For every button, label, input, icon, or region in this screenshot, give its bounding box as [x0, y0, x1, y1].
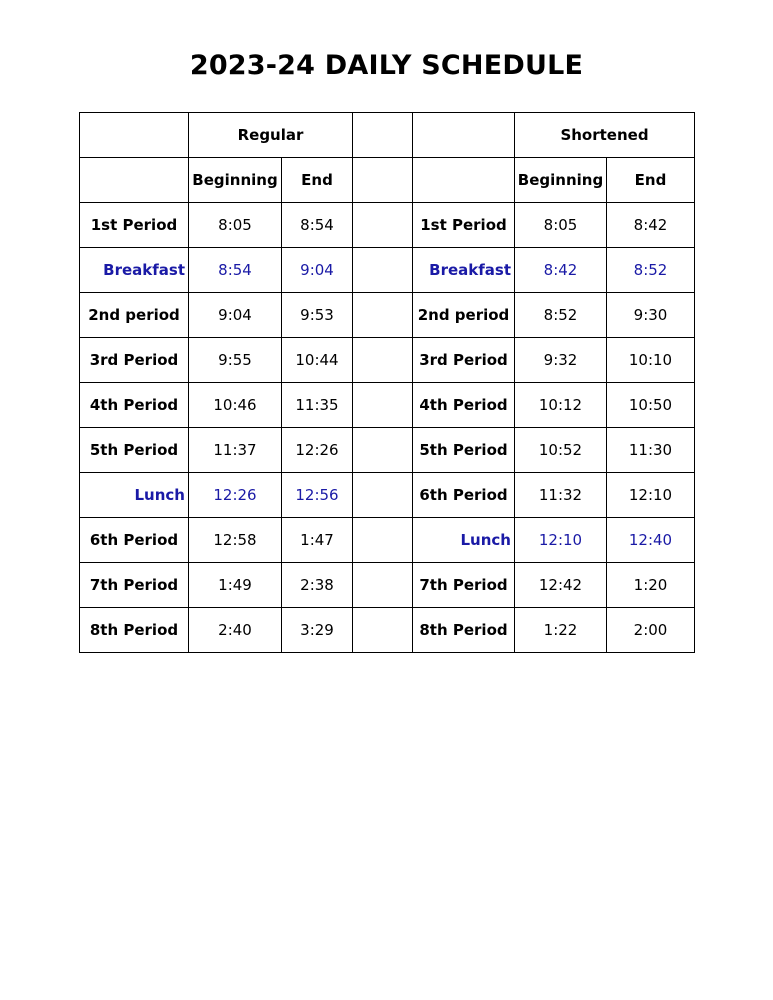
regular-end-time: 10:44 — [282, 338, 353, 383]
regular-end-time: 12:26 — [282, 428, 353, 473]
shortened-end-time: 12:10 — [607, 473, 695, 518]
shortened-period-name: 7th Period — [413, 563, 515, 608]
regular-beginning-time: 9:55 — [189, 338, 282, 383]
shortened-period-name: 8th Period — [413, 608, 515, 653]
table-row — [80, 563, 695, 608]
shortened-beginning-time: 12:10 — [515, 518, 607, 563]
spacer-cell — [353, 473, 413, 518]
regular-period-name: 6th Period — [80, 518, 189, 563]
regular-end-time: 12:56 — [282, 473, 353, 518]
regular-period-name: 4th Period — [80, 383, 189, 428]
regular-period-name: 2nd period — [80, 293, 189, 338]
table-row — [80, 338, 695, 383]
shortened-end-time: 9:30 — [607, 293, 695, 338]
shortened-beginning-time: 11:32 — [515, 473, 607, 518]
spacer-cell — [353, 158, 413, 203]
empty-cell — [413, 158, 515, 203]
shortened-end-time: 1:20 — [607, 563, 695, 608]
table-row — [80, 203, 695, 248]
shortened-end-time: 10:50 — [607, 383, 695, 428]
regular-header: Regular — [189, 113, 353, 158]
regular-end-time: 2:38 — [282, 563, 353, 608]
shortened-end-header: End — [607, 158, 695, 203]
shortened-end-time: 8:42 — [607, 203, 695, 248]
empty-cell — [80, 113, 189, 158]
regular-end-time: 11:35 — [282, 383, 353, 428]
header-row-columns — [80, 158, 695, 203]
spacer-cell — [353, 293, 413, 338]
spacer-cell — [353, 428, 413, 473]
spacer-cell — [353, 248, 413, 293]
shortened-period-name: 5th Period — [413, 428, 515, 473]
regular-beginning-time: 8:05 — [189, 203, 282, 248]
shortened-beginning-time: 8:52 — [515, 293, 607, 338]
schedule-body — [80, 113, 695, 653]
regular-end-time: 8:54 — [282, 203, 353, 248]
shortened-period-name: Lunch — [413, 518, 515, 563]
regular-beginning-time: 1:49 — [189, 563, 282, 608]
shortened-beginning-time: 10:12 — [515, 383, 607, 428]
shortened-beginning-time: 10:52 — [515, 428, 607, 473]
regular-end-time: 9:53 — [282, 293, 353, 338]
empty-cell — [80, 158, 189, 203]
regular-beginning-time: 10:46 — [189, 383, 282, 428]
header-row-group — [80, 113, 695, 158]
regular-beginning-time: 2:40 — [189, 608, 282, 653]
spacer-cell — [353, 113, 413, 158]
table-row — [80, 428, 695, 473]
regular-end-time: 1:47 — [282, 518, 353, 563]
regular-period-name: 8th Period — [80, 608, 189, 653]
spacer-cell — [353, 203, 413, 248]
empty-cell — [413, 113, 515, 158]
shortened-end-time: 2:00 — [607, 608, 695, 653]
regular-beginning-time: 12:58 — [189, 518, 282, 563]
schedule-table — [79, 112, 695, 653]
spacer-cell — [353, 518, 413, 563]
shortened-beginning-header: Beginning — [515, 158, 607, 203]
regular-end-time: 9:04 — [282, 248, 353, 293]
shortened-period-name: 3rd Period — [413, 338, 515, 383]
spacer-cell — [353, 563, 413, 608]
shortened-beginning-time: 12:42 — [515, 563, 607, 608]
table-row — [80, 608, 695, 653]
shortened-beginning-time: 9:32 — [515, 338, 607, 383]
regular-period-name: 7th Period — [80, 563, 189, 608]
spacer-cell — [353, 338, 413, 383]
shortened-end-time: 12:40 — [607, 518, 695, 563]
shortened-beginning-time: 1:22 — [515, 608, 607, 653]
regular-period-name: 5th Period — [80, 428, 189, 473]
regular-end-header: End — [282, 158, 353, 203]
regular-beginning-time: 12:26 — [189, 473, 282, 518]
shortened-header: Shortened — [515, 113, 695, 158]
table-row — [80, 383, 695, 428]
shortened-beginning-time: 8:05 — [515, 203, 607, 248]
shortened-period-name: 6th Period — [413, 473, 515, 518]
regular-beginning-time: 11:37 — [189, 428, 282, 473]
shortened-end-time: 8:52 — [607, 248, 695, 293]
shortened-beginning-time: 8:42 — [515, 248, 607, 293]
table-row — [80, 248, 695, 293]
table-row — [80, 293, 695, 338]
page-title: 2023-24 DAILY SCHEDULE — [189, 50, 584, 81]
spacer-cell — [353, 608, 413, 653]
regular-beginning-header: Beginning — [189, 158, 282, 203]
regular-period-name: 1st Period — [80, 203, 189, 248]
shortened-end-time: 11:30 — [607, 428, 695, 473]
shortened-period-name: 4th Period — [413, 383, 515, 428]
regular-beginning-time: 9:04 — [189, 293, 282, 338]
regular-period-name: 3rd Period — [80, 338, 189, 383]
shortened-period-name: Breakfast — [413, 248, 515, 293]
shortened-period-name: 1st Period — [413, 203, 515, 248]
regular-period-name: Lunch — [80, 473, 189, 518]
shortened-period-name: 2nd period — [413, 293, 515, 338]
table-row — [80, 518, 695, 563]
regular-period-name: Breakfast — [80, 248, 189, 293]
regular-beginning-time: 8:54 — [189, 248, 282, 293]
table-row — [80, 473, 695, 518]
regular-end-time: 3:29 — [282, 608, 353, 653]
spacer-cell — [353, 383, 413, 428]
shortened-end-time: 10:10 — [607, 338, 695, 383]
